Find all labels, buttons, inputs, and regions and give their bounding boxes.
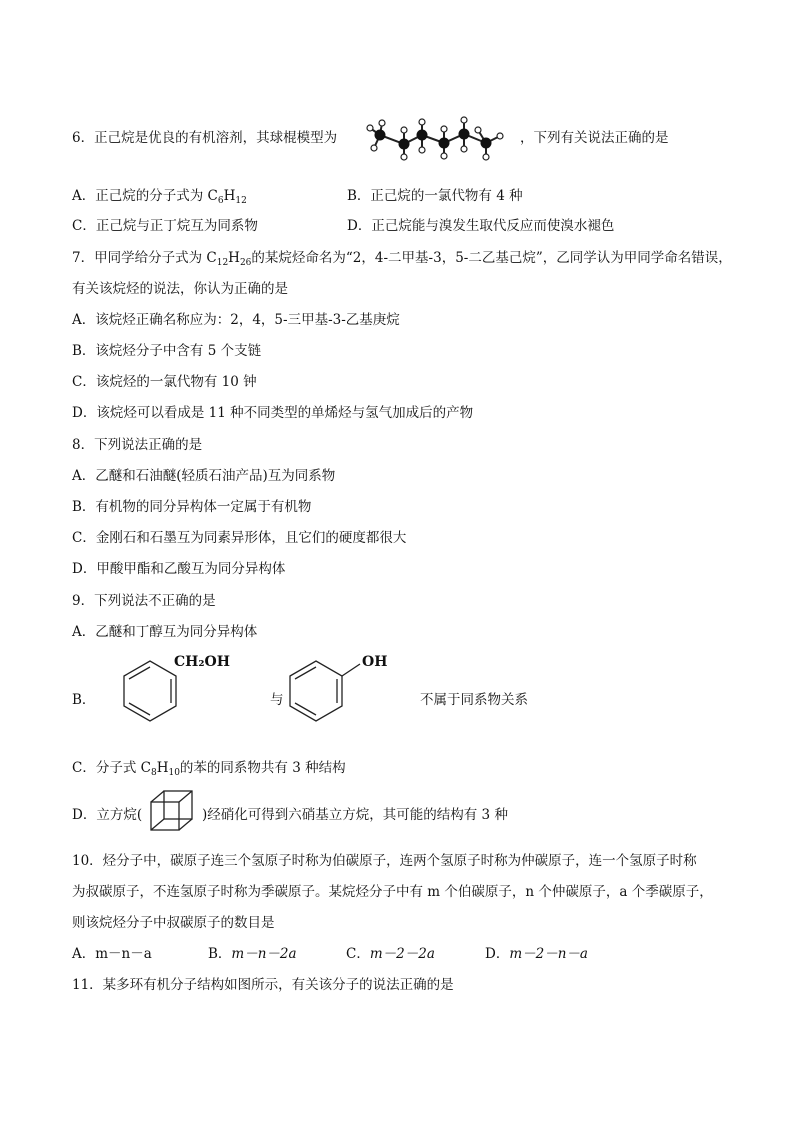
q6-option-a <box>72 186 247 206</box>
q7-option-a: A．该烷烃正确名称应为：2，4，5-三甲基-3-乙基庚烷 <box>72 312 400 328</box>
q8-stem: 8．下列说法正确的是 <box>72 437 203 453</box>
q6-a-sub1: 6 <box>217 196 224 206</box>
q9-option-a: A．乙醚和丁醇互为同分异构体 <box>72 624 258 640</box>
q9-option-b-label: B． <box>72 692 96 708</box>
q7-stem1-post: 的某烷烃命名为“2，4-二甲基-3，5-二乙基己烷”，乙同学认为甲同学命名错误， <box>251 250 732 266</box>
q8-option-d: D．甲酸甲酯和乙酸互为同分异构体 <box>72 561 286 577</box>
q7-stem1-mid: H <box>228 250 240 266</box>
q10-stem-line1: 10．烃分子中，碳原子连三个氢原子时称为伯碳原子，连两个氢原子时称为仲碳原子，连一个氢原子时称 <box>72 853 697 869</box>
q9-c-sub1: 8 <box>150 768 157 778</box>
q9-option-d-pre: D．立方烷( <box>72 807 143 823</box>
hexane-ball-stick-model <box>360 108 520 164</box>
q6-stem-b: ，下列有关说法正确的是 <box>520 130 669 146</box>
q9-option-b-with: 与 <box>270 692 284 708</box>
q7-stem-line1 <box>72 248 732 268</box>
q10-option-d <box>485 944 588 964</box>
q10-c-label: C． <box>346 946 370 962</box>
q9-c-post: 的苯的同系物共有 3 种结构 <box>179 760 346 776</box>
q7-option-d: D．该烷烃可以看成是 11 种不同类型的单烯烃与氢气加成后的产物 <box>72 405 474 421</box>
q6-stem <box>72 128 337 148</box>
q9-option-c <box>72 758 346 778</box>
q6-option-b: B．正己烷的一氯代物有 4 种 <box>347 188 523 204</box>
q7-stem1-sub1: 12 <box>216 258 229 268</box>
q9-c-pre: C．分子式 C <box>72 760 151 776</box>
q10-c-expr: m－2－2a <box>369 946 435 962</box>
q9-option-d-post: )经硝化可得到六硝基立方烷，其可能的结构有 3 种 <box>202 807 508 823</box>
q6-a-sub2: 12 <box>235 196 247 206</box>
q10-stem-line3: 则该烷烃分子中叔碳原子的数目是 <box>72 915 275 931</box>
q9-c-sub2: 10 <box>168 768 180 778</box>
q10-option-c <box>346 944 435 964</box>
ch2oh-group-text: CH₂OH <box>174 654 230 670</box>
q6-a-mid: H <box>223 188 236 204</box>
q7-stem1-pre: 7．甲同学给分子式为 C <box>72 250 217 266</box>
q10-option-a: A．m－n－a <box>72 946 152 962</box>
q6-a-pre: A．正己烷的分子式为 C <box>72 188 218 204</box>
q10-b-expr: m－n－2a <box>231 946 297 962</box>
q6-option-d: D．正己烷能与溴发生取代反应而使溴水褪色 <box>347 218 615 234</box>
q8-option-b: B．有机物的同分异构体一定属于有机物 <box>72 499 312 515</box>
q10-d-expr: m－2－n－a <box>509 946 588 962</box>
q10-stem-line2: 为叔碳原子，不连氢原子时称为季碳原子。某烷烃分子中有 m 个伯碳原子，n 个仲碳原子，a 个季碳原子， <box>72 884 713 900</box>
phenol-structure <box>286 650 406 732</box>
q9-c-mid: H <box>156 760 169 776</box>
q6-option-c: C．正己烷与正丁烷互为同系物 <box>72 218 258 234</box>
cubane-structure <box>148 788 196 834</box>
q6-stem-a: 6．正己烷是优良的有机溶剂，其球棍模型为 <box>72 130 338 146</box>
benzyl-alcohol-structure <box>92 650 252 732</box>
q7-option-c: C．该烷烃的一氯代物有 10 钟 <box>72 374 257 390</box>
q9-option-b-tail: 不属于同系物关系 <box>420 692 528 708</box>
q10-option-b <box>208 944 297 964</box>
q8-option-c: C．金刚石和石墨互为同素异形体，且它们的硬度都很大 <box>72 530 407 546</box>
q11-stem: 11．某多环有机分子结构如图所示，有关该分子的说法正确的是 <box>72 977 454 993</box>
q10-b-label: B． <box>208 946 232 962</box>
q7-option-b: B．该烷烃分子中含有 5 个支链 <box>72 343 262 359</box>
q8-option-a: A．乙醚和石油醚(轻质石油产品)互为同系物 <box>72 468 336 484</box>
q7-stem1-sub2: 26 <box>239 258 252 268</box>
q7-stem-line2: 有关该烷烃的说法，你认为正确的是 <box>72 281 288 297</box>
q9-stem: 9．下列说法不正确的是 <box>72 593 216 609</box>
q10-d-label: D． <box>485 946 510 962</box>
oh-group-text: OH <box>362 654 388 670</box>
